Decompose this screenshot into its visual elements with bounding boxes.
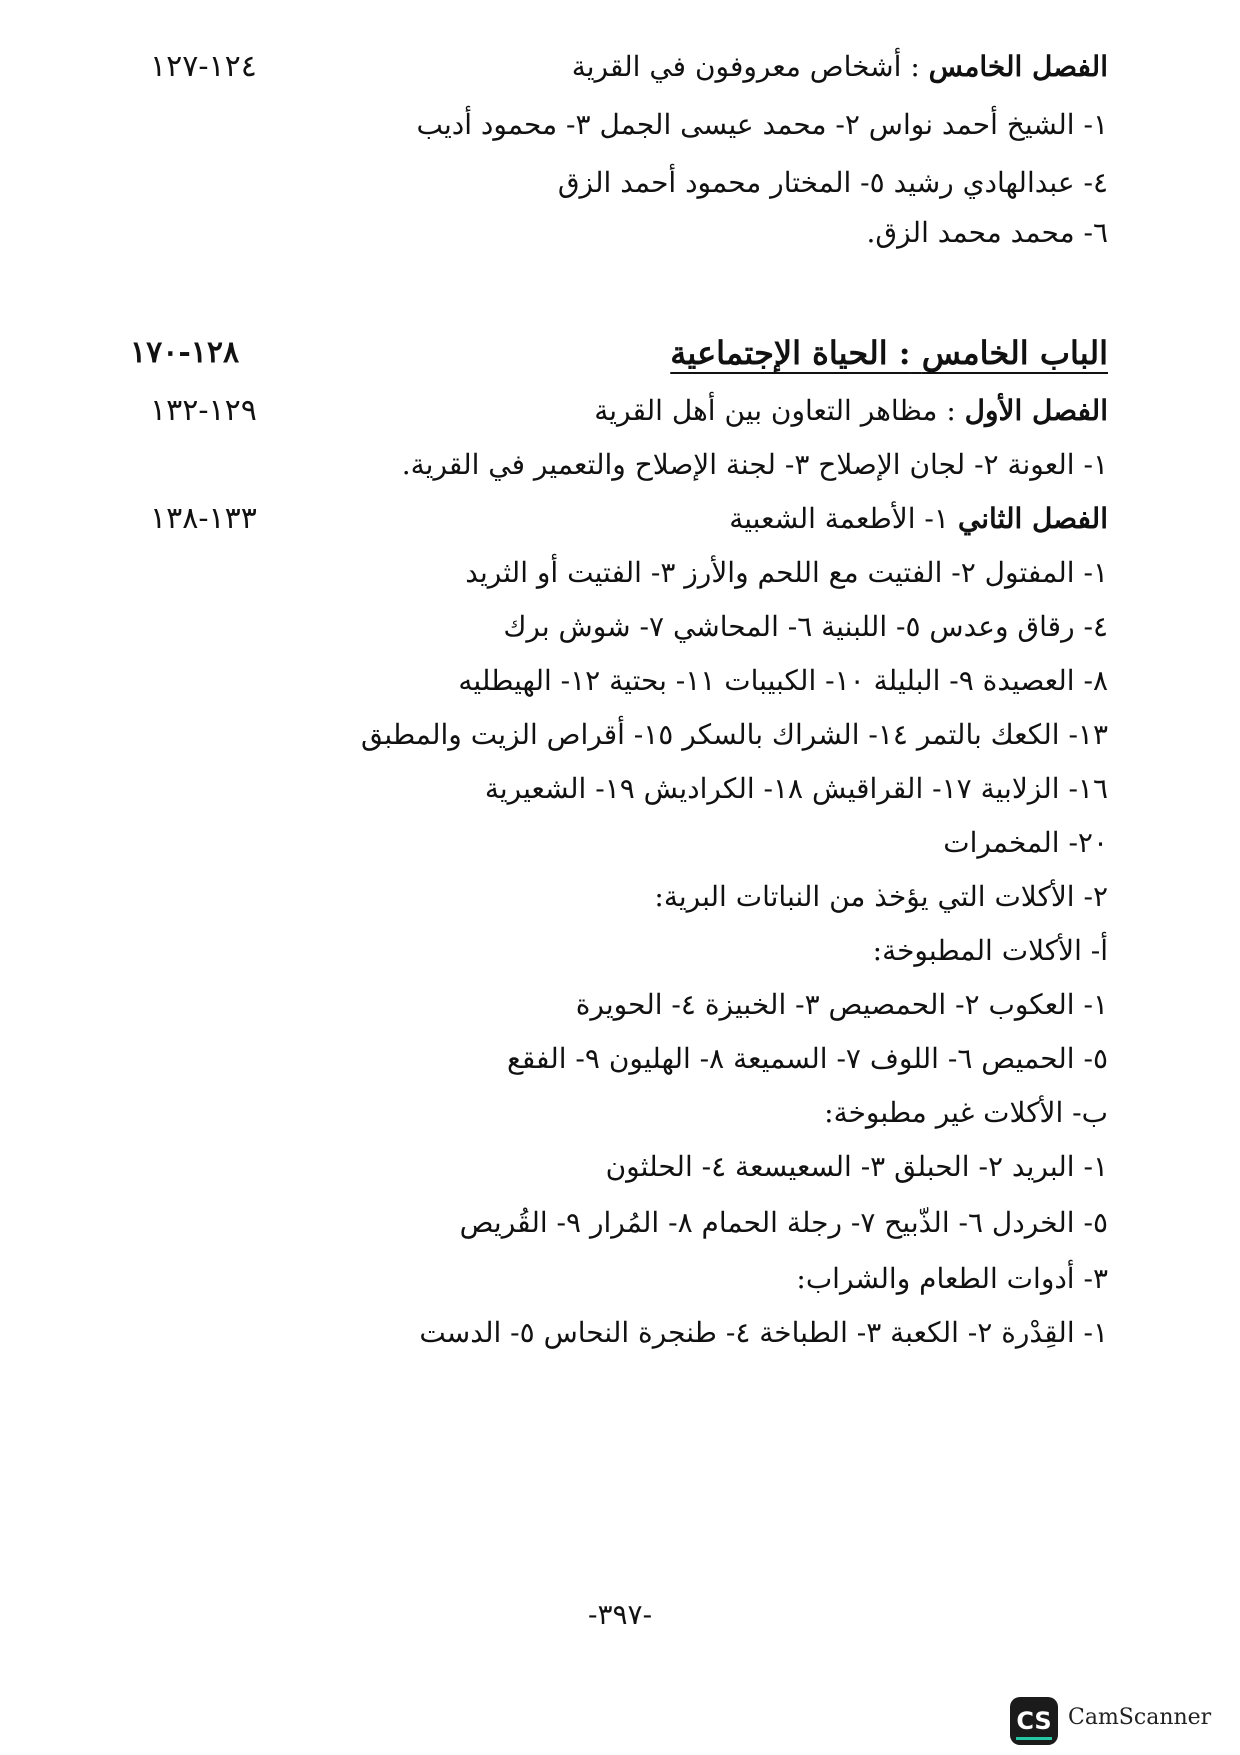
chapter-pages: ١٢٩-١٣٢ (150, 393, 257, 428)
subheading: ٣- أدوات الطعام والشراب: (796, 1262, 1108, 1295)
part-pages: ١٢٨-١٧٠ (130, 335, 240, 370)
list-line: ١- الشيخ أحمد نواس ٢- محمد عيسى الجمل ٣- محمود أديب (416, 108, 1108, 141)
page-number: -٣٩٧- (587, 1598, 653, 1631)
list-line: ١٦- الزلابية ١٧- القراقيش ١٨- الكراديش ١٩- الشعيرية (484, 772, 1108, 805)
subheading: أ- الأكلات المطبوخة: (872, 934, 1108, 967)
list-line: ٤- عبدالهادي رشيد ٥- المختار محمود أحمد الزق (557, 166, 1108, 199)
chapter-label: الفصل الأول (964, 394, 1108, 427)
list-line: ٦- محمد محمد الزق. (866, 216, 1108, 249)
chapter-title: ١- الأطعمة الشعبية (729, 502, 949, 535)
list-line: ١- البريد ٢- الحبلق ٣- السعيسعة ٤- الحلثون (605, 1150, 1108, 1183)
list-line: ١- المفتول ٢- الفتيت مع اللحم والأرز ٣- الفتيت أو الثريد (465, 556, 1108, 589)
chapter-pages: ١٣٣-١٣٨ (150, 501, 257, 536)
chapter-title: : أشخاص معروفون في القرية (571, 50, 920, 83)
camscanner-logo-icon: CS (1010, 1697, 1058, 1745)
list-line: ١- العكوب ٢- الحمصيص ٣- الخبيزة ٤- الحويرة (575, 988, 1108, 1021)
subheading: ٢- الأكلات التي يؤخذ من النباتات البرية: (654, 880, 1108, 913)
chapter-heading (120, 38, 1108, 96)
list-line: ١٣- الكعك بالتمر ١٤- الشراك بالسكر ١٥- أقراص الزيت والمطبق (361, 718, 1108, 751)
list-line: ١- القِدْرة ٢- الكعبة ٣- الطباخة ٤- طنجرة النحاس ٥- الدست (419, 1316, 1108, 1349)
chapter-pages: ١٢٤-١٢٧ (150, 49, 257, 84)
list-line: ٢٠- المخمرات (943, 826, 1108, 859)
chapter-heading (120, 490, 1108, 548)
chapter-title: : مظاهر التعاون بين أهل القرية (594, 394, 956, 427)
part-title: : الحياة الإجتماعية (670, 334, 911, 372)
list-line: ٥- الحميص ٦- اللوف ٧- السميعة ٨- الهليون ٩- الفقع (506, 1042, 1108, 1075)
chapter-heading (120, 382, 1108, 440)
list-line: ١- العونة ٢- لجان الإصلاح ٣- لجنة الإصلاح والتعمير في القرية. (401, 448, 1108, 481)
subheading: ب- الأكلات غير مطبوخة: (824, 1096, 1108, 1129)
list-line: ٨- العصيدة ٩- البليلة ١٠- الكبيبات ١١- بحتية ١٢- الهيطليه (458, 664, 1108, 697)
chapter-label: الفصل الثاني (957, 502, 1108, 535)
camscanner-watermark (1010, 1697, 1230, 1745)
list-line: ٤- رقاق وعدس ٥- اللبنية ٦- المحاشي ٧- شوش برك (503, 610, 1108, 643)
chapter-label: الفصل الخامس (928, 50, 1108, 83)
part-label: الباب الخامس (921, 334, 1108, 372)
list-line: ٥- الخردل ٦- الذّبيح ٧- رجلة الحمام ٨- المُرار ٩- القُريص (459, 1206, 1108, 1239)
part-heading (120, 322, 1108, 384)
camscanner-name: CamScanner (1068, 1705, 1212, 1730)
